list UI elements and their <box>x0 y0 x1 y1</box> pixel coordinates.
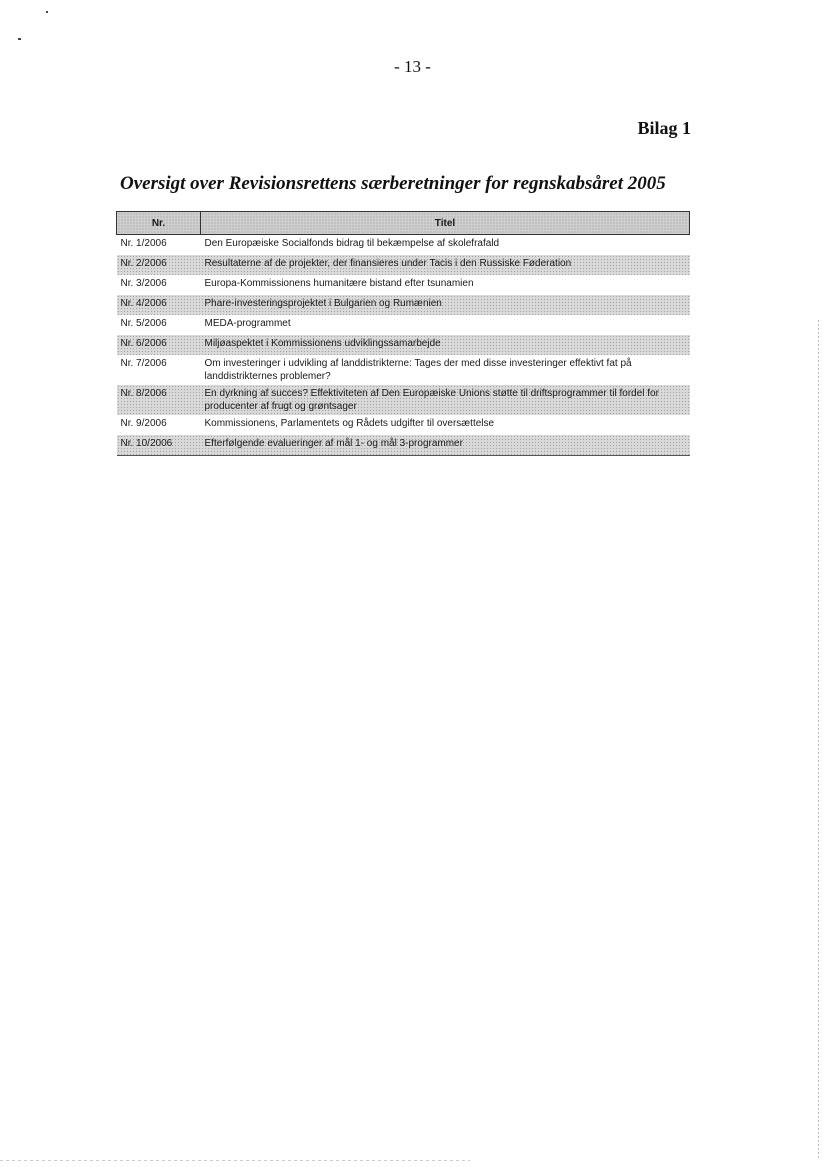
scan-mark-dot <box>46 11 48 13</box>
table-row <box>117 415 690 435</box>
report-number: Nr. 1/2006 <box>120 238 167 249</box>
report-title: Efterfølgende evalueringer af mål 1- og mål 3-programmer <box>201 435 690 456</box>
report-title: Om investeringer i udvikling af landdistrikterne: Tages der med disse investeringer effektivt fat på landdistrikternes problemer? <box>204 358 632 382</box>
report-number: Nr. 4/2006 <box>117 295 201 315</box>
report-title: Resultaterne af de projekter, der finansieres under Tacis i den Russiske Føderation <box>201 255 690 275</box>
table-row <box>117 235 690 256</box>
annex-label: Bilag 1 <box>637 118 691 138</box>
report-number: Nr. 2/2006 <box>117 255 201 275</box>
table-row <box>117 385 690 415</box>
report-number: Nr. 7/2006 <box>120 358 167 369</box>
report-number: Nr. 9/2006 <box>120 418 167 429</box>
table-row <box>117 355 690 385</box>
table-row <box>117 435 690 456</box>
report-number: Nr. 8/2006 <box>117 385 201 415</box>
report-title: Den Europæiske Socialfonds bidrag til bekæmpelse af skolefrafald <box>204 238 500 249</box>
table-header-row <box>117 212 690 235</box>
table-row <box>117 255 690 275</box>
document-title: Oversigt over Revisionsrettens særberetninger for regnskabsåret 2005 <box>120 173 666 194</box>
report-title: En dyrkning af succes? Effektiviteten af Den Europæiske Unions støtte til driftsprogrammer til fordel for producenter af frugt og grøntsager <box>201 385 690 415</box>
report-number: Nr. 10/2006 <box>117 435 201 456</box>
page-number: - 13 - <box>394 57 431 76</box>
report-title: MEDA-programmet <box>204 318 291 329</box>
report-number: Nr. 6/2006 <box>117 335 201 355</box>
table-row <box>117 335 690 355</box>
reports-table <box>116 211 690 456</box>
scan-edge-right <box>818 320 819 1160</box>
report-title: Phare-investeringsprojektet i Bulgarien og Rumænien <box>201 295 690 315</box>
report-title: Kommissionens, Parlamentets og Rådets udgifter til oversættelse <box>204 418 495 429</box>
report-number: Nr. 5/2006 <box>120 318 167 329</box>
scan-mark-tick <box>18 38 21 40</box>
table-row <box>117 275 690 295</box>
header-title: Titel <box>201 212 690 235</box>
report-title: Europa-Kommissionens humanitære bistand efter tsunamien <box>204 278 474 289</box>
table-row <box>117 315 690 335</box>
report-title: Miljøaspektet i Kommissionens udviklingssamarbejde <box>201 335 690 355</box>
table-row <box>117 295 690 315</box>
report-number: Nr. 3/2006 <box>120 278 167 289</box>
scan-edge-bottom <box>0 1160 470 1161</box>
header-nr: Nr. <box>117 212 201 235</box>
